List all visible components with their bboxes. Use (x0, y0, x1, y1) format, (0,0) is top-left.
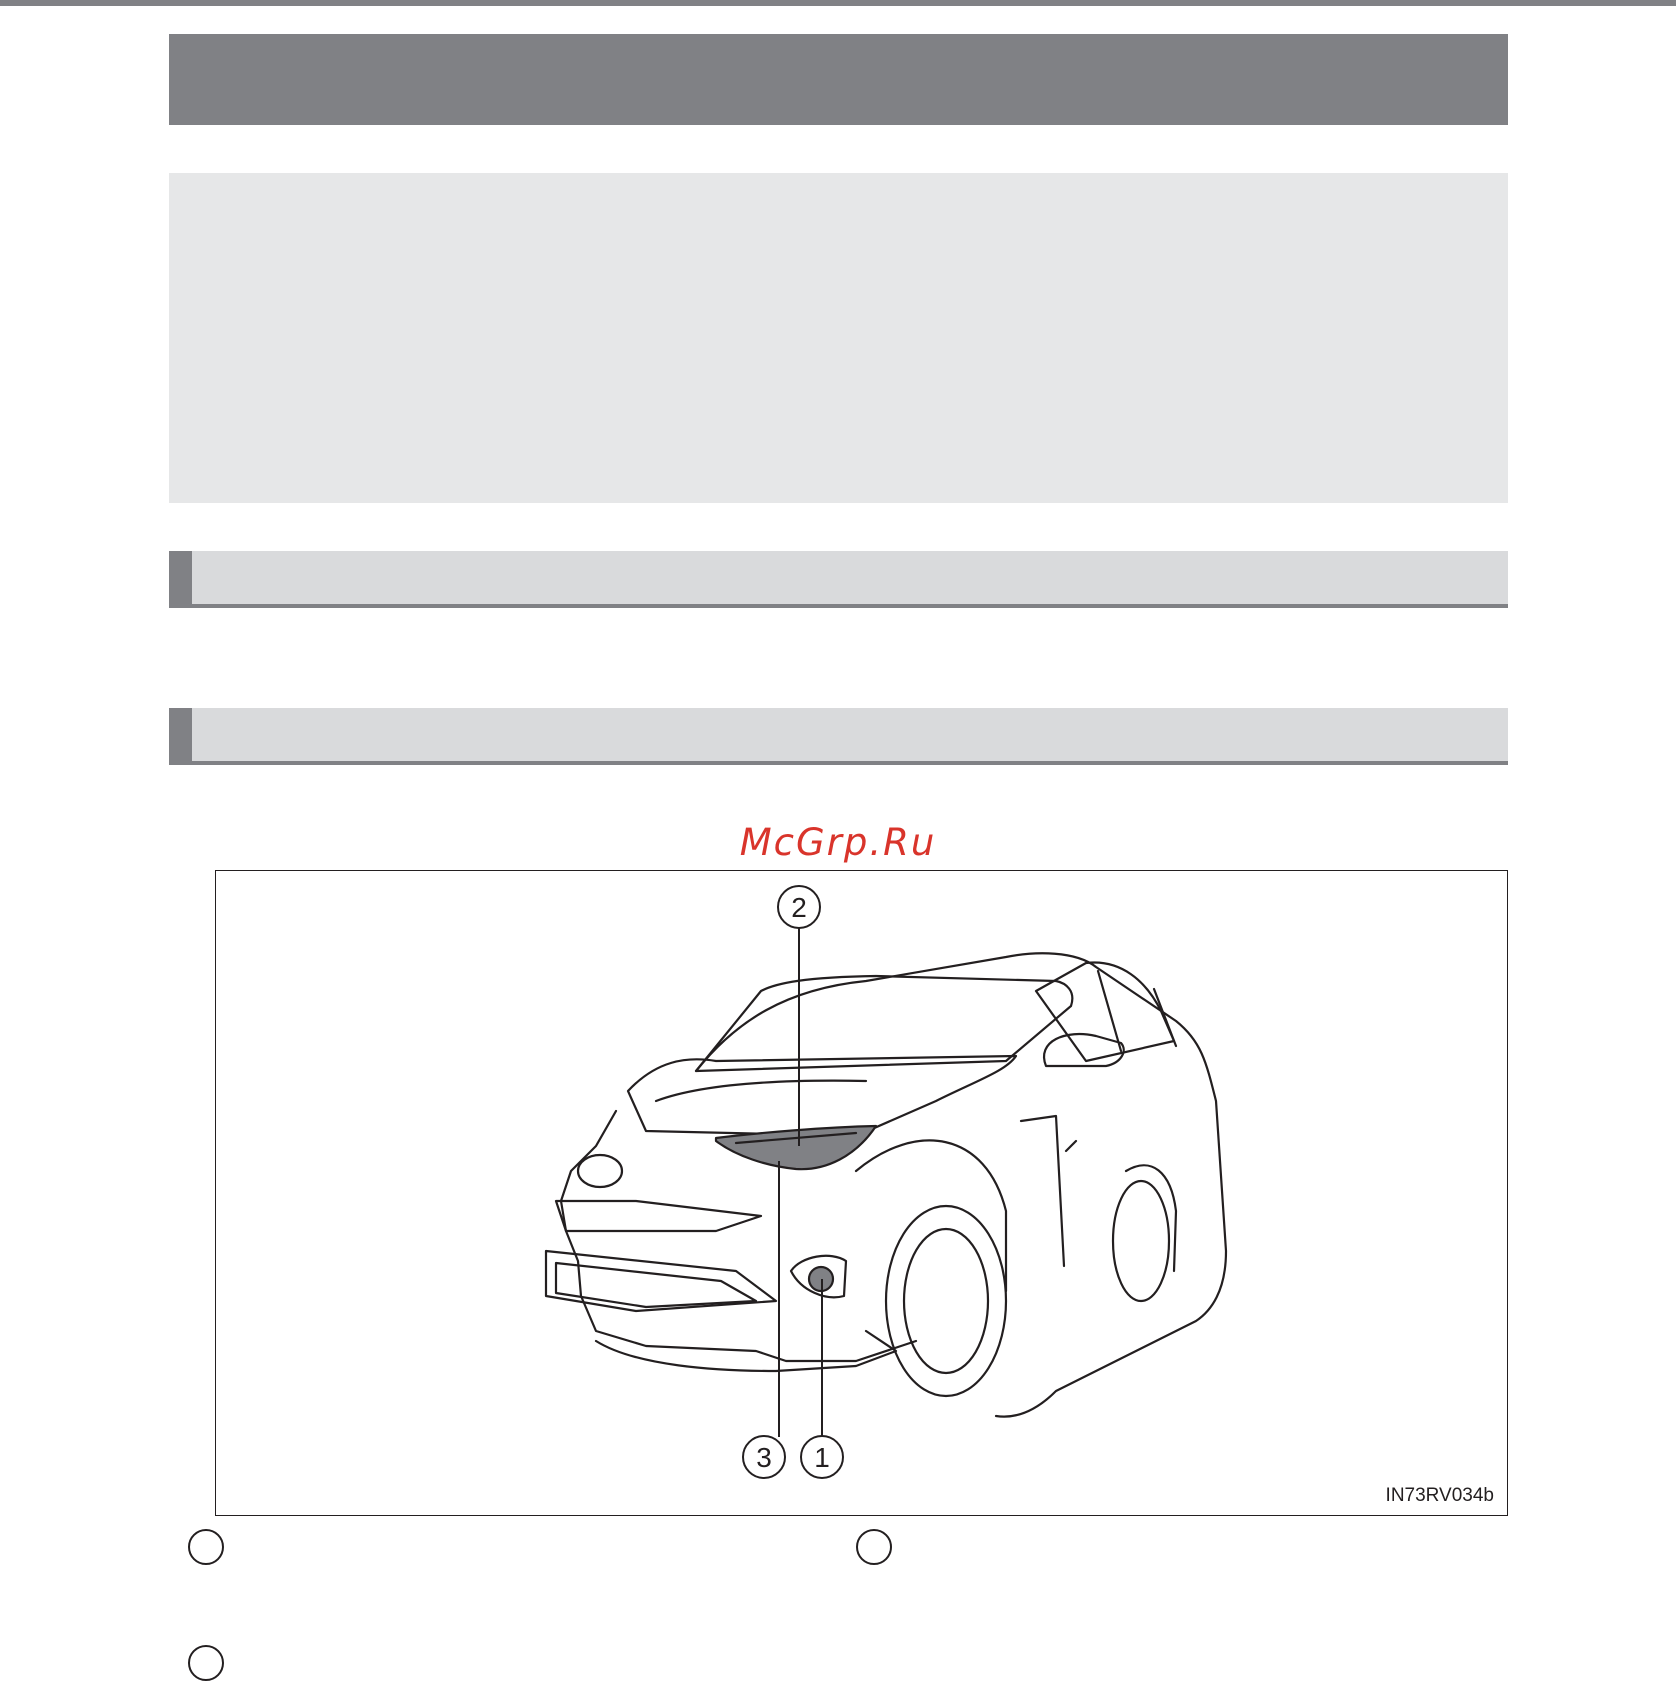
section-header-1 (169, 551, 1508, 608)
section-header-2 (169, 708, 1508, 765)
callout-1-label: 1 (814, 1442, 830, 1473)
car-line-drawing (216, 871, 1506, 1514)
callout-2-label: 2 (791, 892, 807, 923)
intro-box (169, 173, 1508, 503)
top-rule (0, 0, 1676, 6)
legend-marker (188, 1645, 224, 1681)
section-header-accent (169, 551, 192, 604)
page-title-bar (169, 34, 1508, 125)
vehicle-illustration (215, 870, 1508, 1516)
callout-3-label: 3 (756, 1442, 772, 1473)
figure-code: IN73RV034b (1385, 1485, 1494, 1506)
legend-marker (856, 1529, 892, 1565)
section-header-accent (169, 708, 192, 761)
watermark: McGrp.Ru (739, 821, 937, 864)
legend-marker (188, 1529, 224, 1565)
